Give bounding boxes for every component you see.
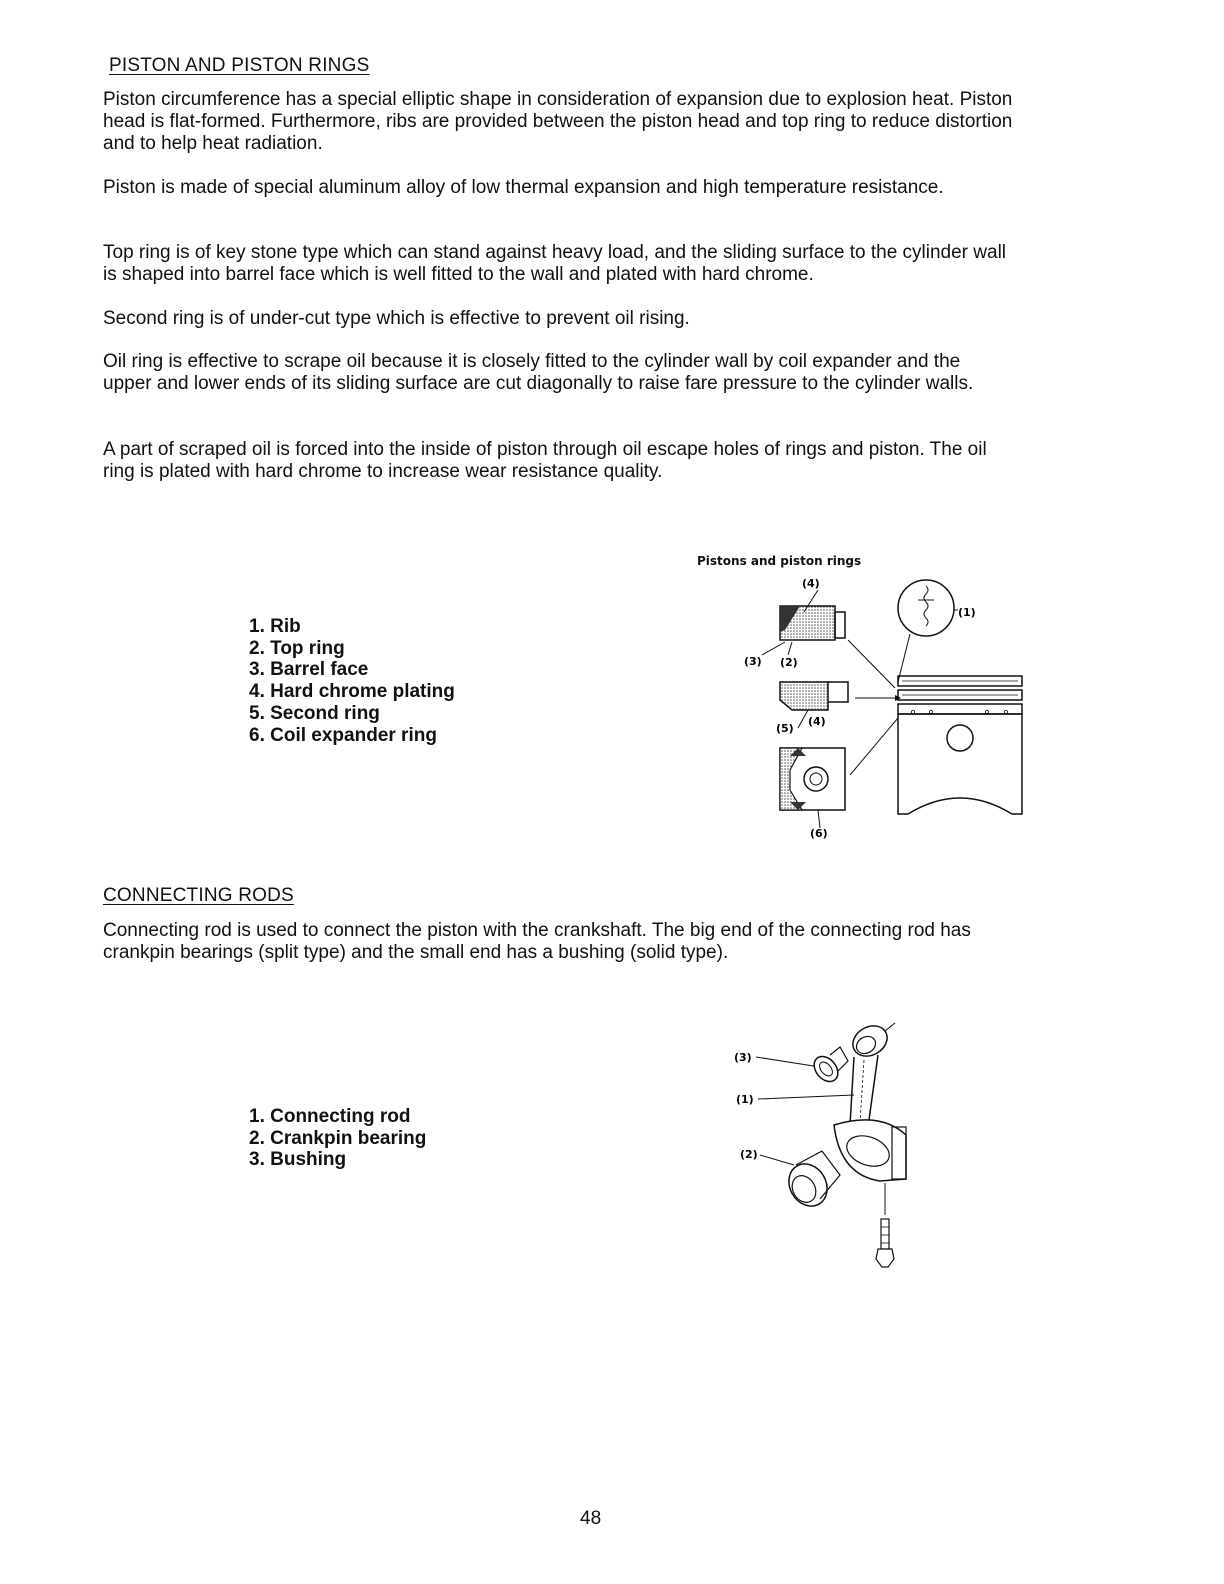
paragraph: Piston circumference has a special elliptic shape in consideration of expansion due to explosion heat. Piston head is flat-formed. Furthermore, ribs are provided between the piston head and top ring to reduce distortion and to help heat radiation.: [103, 89, 1013, 154]
oil-ring-section: [780, 748, 845, 828]
paragraph: Connecting rod is used to connect the piston with the crankshaft. The big end of the connecting rod has crankpin bearings (split type) and the small end has a bushing (solid type).: [103, 920, 971, 963]
legend-item: 3. Bushing: [249, 1149, 347, 1171]
piston-body: [898, 676, 1022, 814]
paragraph: Top ring is of key stone type which can stand against heavy load, and the sliding surface to the cylinder wall is shaped into barrel face which is well fitted to the wall and plated with hard chrome.: [103, 242, 1007, 285]
legend-item: 2. Top ring: [249, 637, 345, 659]
connecting-rod-legend: [249, 1106, 426, 1171]
callout-label: (3): [734, 1051, 752, 1064]
legend-item: 1. Connecting rod: [249, 1106, 411, 1127]
callout-label: (1): [736, 1093, 754, 1106]
top-ring-section: [762, 590, 845, 655]
page-number: 48: [580, 1508, 602, 1529]
callout-label: (5): [776, 722, 794, 735]
callout-label: (1): [958, 606, 976, 619]
legend-item: 6. Coil expander ring: [249, 724, 437, 746]
connecting-rod: [834, 1020, 906, 1181]
paragraph: A part of scraped oil is forced into the inside of piston through oil escape holes of rings and piston. The oil ring is plated with hard chrome to increase wear resistance quality.: [103, 439, 987, 482]
rib-detail-circle: [898, 580, 958, 682]
piston-rings-diagram: [730, 570, 1030, 850]
callout-label: (3): [744, 655, 762, 668]
paragraph: Oil ring is effective to scrape oil because it is closely fitted to the cylinder wall by coil expander and the upper and lower ends of its sliding surface are cut diagonally to raise fare pressure to the cylinder walls.: [103, 351, 974, 394]
section-heading-connecting-rods: CONNECTING RODS: [103, 885, 294, 906]
figure-caption: Pistons and piston rings: [697, 554, 862, 568]
paragraph: Piston is made of special aluminum alloy of low thermal expansion and high temperature resistance.: [103, 177, 944, 198]
callout-label: (6): [810, 827, 828, 840]
callout-label: (4): [802, 577, 820, 590]
callout-label: (2): [740, 1148, 758, 1161]
legend-item: 1. Rib: [249, 616, 301, 637]
legend-item: 5. Second ring: [249, 702, 380, 724]
callout-label: (2): [780, 656, 798, 669]
bushing: [809, 1047, 848, 1086]
rod-bolt: [876, 1183, 894, 1267]
piston-legend: [249, 616, 455, 746]
paragraph: Second ring is of under-cut type which is effective to prevent oil rising.: [103, 308, 690, 329]
section-heading-piston: PISTON AND PISTON RINGS: [109, 55, 370, 76]
legend-item: 2. Crankpin bearing: [249, 1127, 427, 1149]
connecting-rod-diagram: [730, 1015, 910, 1275]
legend-item: 3. Barrel face: [249, 659, 369, 681]
legend-item: 4. Hard chrome plating: [249, 681, 455, 703]
callout-label: (4): [808, 715, 826, 728]
crankpin-bearing: [781, 1151, 840, 1213]
